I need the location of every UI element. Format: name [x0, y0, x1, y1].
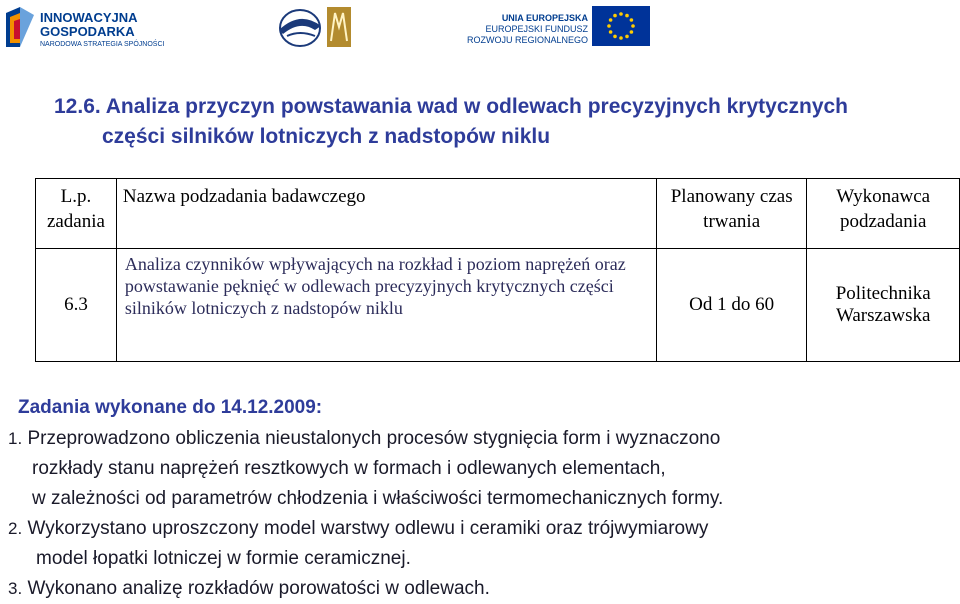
completed-tasks-list — [8, 424, 958, 604]
logo-line1: INNOWACYJNA — [40, 10, 138, 25]
eu-line1: UNIA EUROPEJSKA — [501, 13, 588, 23]
completed-tasks-title: Zadania wykonane do 14.12.2009: — [18, 397, 323, 418]
item-number: 3. — [8, 579, 23, 598]
list-item — [8, 514, 958, 574]
item-number: 2. — [8, 519, 23, 538]
header-lp: L.p. zadania — [36, 179, 117, 249]
cell-lp: 6.3 — [36, 249, 117, 362]
item-text-continued: w zależności od parametrów chłodzenia i właściwości termomechanicznych formy. — [32, 488, 724, 509]
logo-line3: NARODOWA STRATEGIA SPÓJNOŚCI — [40, 41, 165, 48]
eu-line2: EUROPEJSKI FUNDUSZ — [485, 24, 588, 34]
section-title — [54, 92, 934, 152]
cell-name: Analiza czynników wpływających na rozkład i poziom naprężeń oraz powstawanie pęknięć w odlewach precyzyjnych krytycznych części silników lotniczych z nadstopów niklu — [116, 249, 656, 362]
item-number: 1. — [8, 429, 23, 448]
cell-executor: Politechnika Warszawska — [807, 249, 960, 362]
table-header-row — [36, 179, 960, 249]
innowacyjna-gospodarka-logo — [6, 5, 166, 49]
table-row — [36, 249, 960, 362]
header-banner — [0, 0, 960, 54]
header-executor: Wykonawca podzadania — [807, 179, 960, 249]
university-emblem-logo-icon — [327, 7, 351, 47]
header-duration: Planowany czas trwania — [656, 179, 806, 249]
eu-line3: ROZWOJU REGIONALNEGO — [466, 35, 588, 45]
list-item — [8, 574, 958, 604]
item-text-continued: rozkłady stanu naprężeń resztkowych w formach i odlewanych elementach, — [32, 458, 666, 479]
logo-line2: GOSPODARKA — [40, 24, 135, 39]
item-text: Przeprowadzono obliczenia nieustalonych procesów stygnięcia form i wyznaczono — [22, 428, 721, 449]
flag-logo-icon — [6, 7, 34, 47]
item-text: Wykorzystano uproszczony model warstwy odlewu i ceramiki oraz trójwymiarowy — [22, 518, 709, 539]
header-name: Nazwa podzadania badawczego — [116, 179, 656, 249]
item-text: Wykonano analizę rozkładów porowatości w odlewach. — [22, 578, 490, 599]
list-item — [8, 424, 958, 514]
item-text-continued: model łopatki lotniczej w formie ceramicznej. — [36, 548, 411, 569]
eu-flag-icon — [592, 6, 650, 46]
cell-duration: Od 1 do 60 — [656, 249, 806, 362]
subtask-table — [35, 178, 960, 362]
section-title-line1: 12.6. Analiza przyczyn powstawania wad w odlewach precyzyjnych krytycznych — [54, 95, 849, 118]
aviation-globe-logo-icon — [275, 6, 325, 50]
section-title-line2: części silników lotniczych z nadstopów niklu — [102, 125, 551, 148]
